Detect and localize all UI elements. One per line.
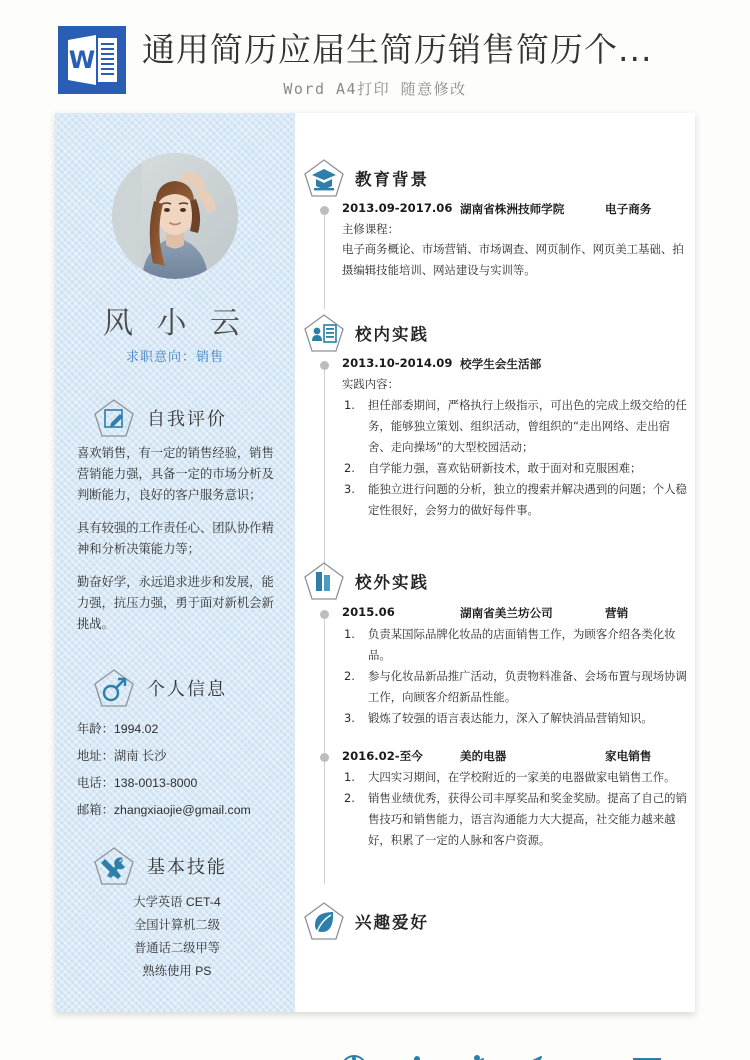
- list-number: 1.: [344, 770, 355, 784]
- list-text: 能独立进行问题的分析，独立的搜索并解决遇到的问题；个人稳定性很好，会努力的做好每件事。: [368, 482, 687, 517]
- list-text: 自学能力强，喜欢钻研新技术，敢于面对和克服困难；: [368, 461, 642, 475]
- skill-item: 普通话二级甲等: [133, 941, 221, 955]
- section-campus-practice-title: [303, 313, 429, 353]
- entry-date: 2016.02-至今: [342, 749, 423, 763]
- info-row-age: 年龄：1994.02: [77, 722, 159, 736]
- section-label: 自我评价: [147, 409, 227, 430]
- offcampus-entry-2: [342, 748, 687, 851]
- self-eval-paragraph: 勤奋好学，永远追求进步和发展，能力强，抗压力强，勇于面对新机会新挑战。: [77, 575, 274, 631]
- skill-item: 大学英语 CET-4: [133, 895, 221, 909]
- list-text: 负责某国际品牌化妆品的店面销售工作，为顾客介绍各类化妆品。: [368, 627, 676, 662]
- list-number: 3.: [344, 482, 355, 496]
- timeline-line: [324, 619, 325, 756]
- offcampus-entry-1: [342, 605, 687, 729]
- section-skills-title: [93, 846, 227, 886]
- pencil-edit-icon: [93, 398, 135, 438]
- entry-role: 电子商务: [605, 202, 652, 216]
- entry-org: 美的电器: [460, 749, 507, 763]
- section-personal-info-title: [93, 668, 227, 708]
- offcampus-list-2: [342, 767, 687, 851]
- entry-org: 校学生会生活部: [460, 357, 542, 371]
- entry-org: 湖南省株洲技师学院: [460, 202, 565, 216]
- self-evaluation-body: [77, 443, 277, 635]
- info-row-email: 邮箱：zhangxiaojie@gmail.com: [77, 803, 251, 817]
- hobbies-icon-row: [339, 1053, 663, 1060]
- resume-sidebar: [55, 113, 295, 1012]
- timeline-line: [324, 370, 325, 570]
- page-header: [0, 0, 750, 108]
- section-label: 兴趣爱好: [355, 913, 429, 932]
- list-text: 参与化妆品新品推广活动，负责物料准备、会场布置与现场协调工作，向顾客介绍新品性能。: [368, 669, 687, 704]
- section-label: 校内实践: [355, 325, 429, 344]
- entry-subtitle: 主修课程：: [342, 222, 399, 236]
- section-label: 校外实践: [355, 573, 429, 592]
- section-self-evaluation-title: [93, 398, 227, 438]
- male-gender-icon: [93, 668, 135, 708]
- list-item: [342, 624, 687, 666]
- leaf-icon: [303, 901, 345, 941]
- list-number: 1.: [344, 398, 355, 412]
- avatar: [112, 153, 238, 279]
- entry-header: [342, 605, 687, 621]
- timeline-line: [324, 762, 325, 884]
- list-text: 锻炼了较强的语言表达能力，深入了解快消品营销知识。: [368, 711, 653, 725]
- entry-role: [605, 356, 687, 372]
- self-eval-paragraph: 具有较强的工作责任心、团队协作精神和分析决策能力等；: [77, 521, 274, 556]
- list-item: [342, 395, 687, 458]
- skill-item: 熟练使用 PS: [142, 964, 212, 978]
- resume-document: [55, 113, 695, 1012]
- list-number: 2.: [344, 461, 355, 475]
- section-label: 教育背景: [355, 170, 429, 189]
- graduation-cap-icon: [303, 158, 345, 198]
- section-offcampus-practice-title: [303, 561, 429, 601]
- entry-date: 2015.06: [342, 605, 395, 619]
- list-text: 大四实习期间，在学校附近的一家美的电器做家电销售工作。: [368, 770, 676, 784]
- list-item: [342, 666, 687, 708]
- svg-text:W: W: [68, 46, 96, 74]
- page-subtitle: Word A4打印 随意修改: [283, 80, 467, 98]
- list-number: 2.: [344, 791, 355, 805]
- entry-body: 电子商务概论、市场营销、市场调查、网页制作、网页美工基础、拍摄编辑技能培训、网站建设与实训等。: [342, 242, 684, 277]
- cycling-icon: [395, 1053, 429, 1060]
- job-objective: 求职意向：销售: [125, 349, 224, 364]
- timeline-dot: [320, 361, 329, 370]
- list-number: 2.: [344, 669, 355, 683]
- list-text: 担任部委期间，严格执行上级指示，可出色的完成上级交给的任务，能够独立策划、组织活动，曾组织的“走出网络、走出宿舍、走向操场”的大型校园活动；: [368, 398, 687, 454]
- entry-header: [342, 201, 687, 217]
- airplane-icon: [513, 1053, 545, 1060]
- entry-role: 家电销售: [605, 749, 652, 763]
- personal-info-body: [77, 716, 277, 824]
- page-title: 通用简历应届生简历销售简历个...: [142, 30, 653, 69]
- skiing-icon: [455, 1053, 487, 1060]
- list-item: [342, 458, 687, 479]
- list-item: [342, 708, 687, 729]
- timeline-dot: [320, 206, 329, 215]
- resume-main: [295, 113, 695, 1012]
- section-hobbies-title: [303, 901, 429, 941]
- entry-header: [342, 356, 687, 372]
- candidate-name: 风 小 云: [102, 306, 248, 341]
- book-icon: [631, 1053, 663, 1060]
- entry-date: 2013.10-2014.09: [342, 356, 453, 370]
- list-item: [342, 767, 687, 788]
- education-entry: [342, 201, 687, 281]
- books-icon: [303, 561, 345, 601]
- campus-practice-entry: [342, 356, 687, 521]
- list-number: 3.: [344, 711, 355, 725]
- timeline-dot: [320, 753, 329, 762]
- self-eval-paragraph: 喜欢销售，有一定的销售经验，销售营销能力强，具备一定的市场分析及判断能力，良好的客户服务意识；: [77, 446, 274, 502]
- tools-icon: [93, 846, 135, 886]
- section-label: 个人信息: [147, 679, 227, 700]
- info-row-address: 地址：湖南 长沙: [77, 749, 167, 763]
- skills-body: [77, 891, 277, 983]
- soccer-icon: [339, 1053, 369, 1060]
- entry-role: 营销: [605, 606, 629, 620]
- id-card-icon: [303, 313, 345, 353]
- list-item: [342, 479, 687, 521]
- section-label: 基本技能: [147, 857, 227, 878]
- entry-org: 湖南省美兰坊公司: [460, 606, 553, 620]
- list-text: 销售业绩优秀，获得公司丰厚奖品和奖金奖励。提高了自己的销售技巧和销售能力，语言沟通能力大大提高，社交能力越来越好，积累了一定的人脉和客户资源。: [368, 791, 687, 847]
- list-item: [342, 788, 687, 851]
- timeline-dot: [320, 610, 329, 619]
- swimming-icon: [571, 1053, 605, 1060]
- offcampus-list-1: [342, 624, 687, 729]
- entry-header: [342, 748, 687, 764]
- entry-date: 2013.09-2017.06: [342, 201, 453, 215]
- entry-subtitle: 实践内容：: [342, 377, 399, 391]
- timeline-line: [324, 215, 325, 309]
- section-education-title: [303, 158, 429, 198]
- list-number: 1.: [344, 627, 355, 641]
- info-row-phone: 电话：138-0013-8000: [77, 776, 198, 790]
- skill-item: 全国计算机二级: [133, 918, 221, 932]
- campus-practice-list: [342, 395, 687, 521]
